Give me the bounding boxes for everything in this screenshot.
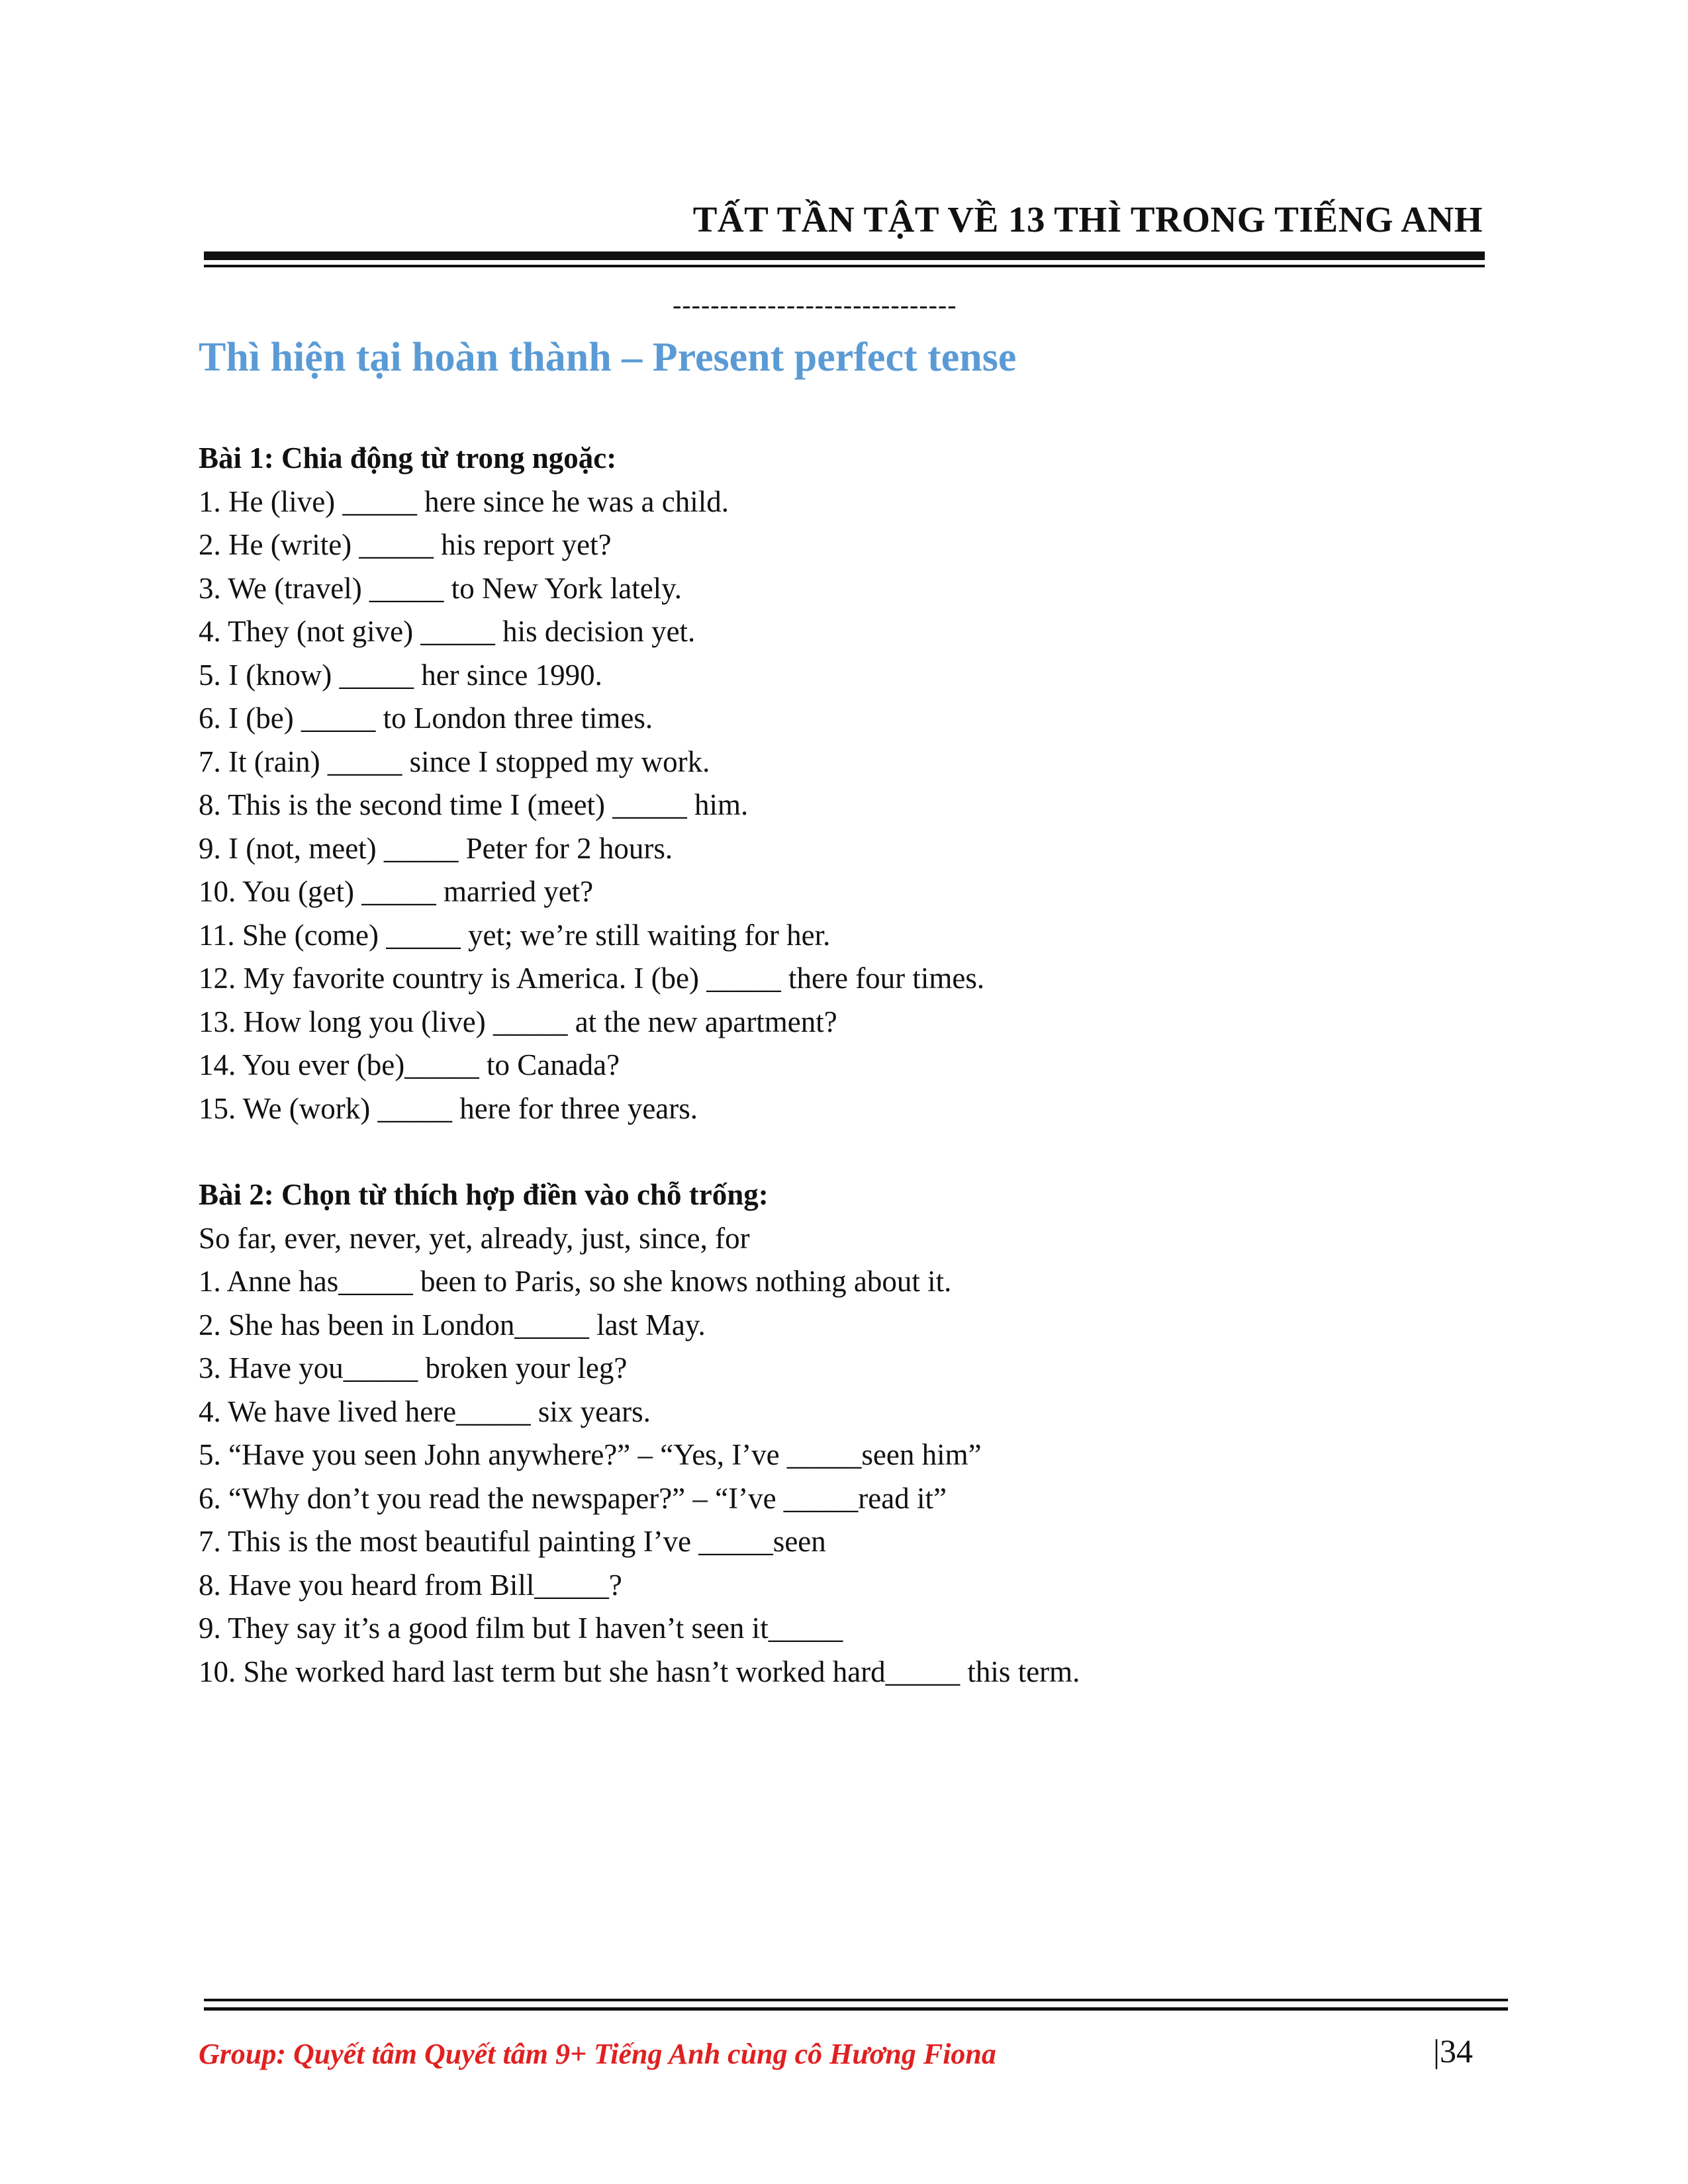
exercise-item: 7. It (rain) _____ since I stopped my work. <box>199 745 710 778</box>
exercise-item: 7. This is the most beautiful painting I’ve _____seen <box>199 1525 826 1558</box>
page-number: |34 <box>1433 2032 1474 2070</box>
exercise-item: 14. You ever (be)_____ to Canada? <box>199 1048 620 1081</box>
document-header-title: TẤT TẦN TẬT VỀ 13 THÌ TRONG TIẾNG ANH <box>692 199 1483 240</box>
exercise-item: 5. I (know) _____ her since 1990. <box>199 658 602 692</box>
exercise-item: 8. This is the second time I (meet) _____ him. <box>199 788 749 821</box>
exercise-item: 2. She has been in London_____ last May. <box>199 1308 706 1342</box>
exercise-item: 3. Have you_____ broken your leg? <box>199 1351 628 1385</box>
exercise-item: 4. We have lived here_____ six years. <box>199 1394 651 1428</box>
footer-rule-bottom <box>204 2007 1508 2011</box>
exercise-item: 13. How long you (live) _____ at the new apartment? <box>199 1005 837 1038</box>
exercise-item: 5. “Have you seen John anywhere?” – “Yes, I’ve _____seen him” <box>199 1438 982 1471</box>
exercise-item: 3. We (travel) _____ to New York lately. <box>199 571 682 605</box>
word-bank: So far, ever, never, yet, already, just, since, for <box>199 1221 750 1255</box>
exercise-item: 8. Have you heard from Bill_____? <box>199 1568 622 1602</box>
header-rule-thick <box>204 251 1485 260</box>
exercise-item: 6. “Why don’t you read the newspaper?” – “I’ve _____read it” <box>199 1481 947 1515</box>
footer-group-name: Group: Quyết tâm Quyết tâm 9+ Tiếng Anh cùng cô Hương Fiona <box>199 2038 996 2070</box>
section-title: Thì hiện tại hoàn thành – Present perfect tense <box>199 335 1017 380</box>
exercise-2-heading: Bài 2: Chọn từ thích hợp điền vào chỗ trống: <box>199 1178 769 1211</box>
exercise-item: 9. They say it’s a good film but I haven’t seen it_____ <box>199 1612 843 1645</box>
header-rule-thin <box>204 265 1485 267</box>
exercise-item: 1. Anne has_____ been to Paris, so she knows nothing about it. <box>199 1265 952 1298</box>
exercise-item: 15. We (work) _____ here for three years. <box>199 1091 698 1125</box>
exercise-item: 10. She worked hard last term but she hasn’t worked hard_____ this term. <box>199 1655 1080 1688</box>
exercise-item: 12. My favorite country is America. I (be) _____ there four times. <box>199 962 985 995</box>
exercise-2 <box>199 1173 1080 1694</box>
exercise-item: 6. I (be) _____ to London three times. <box>199 702 653 735</box>
exercise-1 <box>199 437 984 1130</box>
exercise-item: 9. I (not, meet) _____ Peter for 2 hours. <box>199 831 673 865</box>
exercise-1-heading: Bài 1: Chia động từ trong ngoặc: <box>199 441 617 475</box>
exercise-item: 11. She (come) _____ yet; we’re still waiting for her. <box>199 918 831 952</box>
dash-separator: ------------------------------ <box>673 290 957 320</box>
exercise-item: 10. You (get) _____ married yet? <box>199 875 594 908</box>
footer-rule-top <box>204 1999 1508 2001</box>
exercise-item: 1. He (live) _____ here since he was a child. <box>199 484 729 518</box>
exercise-item: 4. They (not give) _____ his decision yet. <box>199 615 696 648</box>
exercise-item: 2. He (write) _____ his report yet? <box>199 528 612 561</box>
